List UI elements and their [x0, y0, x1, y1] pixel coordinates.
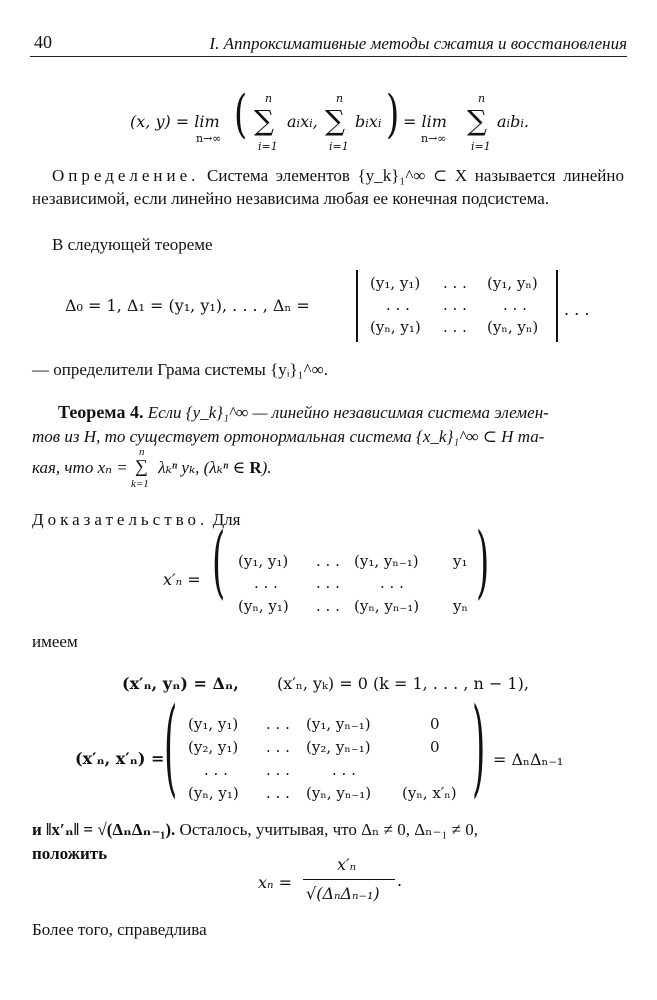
- sum2-bottom: i=1: [329, 140, 349, 153]
- xprime-cell: yₙ: [453, 597, 468, 615]
- theorem-line2: тов из H, то существует ортонормальная система {x_k}₁^∞ ⊂ H та-: [32, 427, 545, 446]
- sum3-term: aibi.: [497, 112, 529, 131]
- xprime-close-paren: ): [476, 517, 490, 609]
- final-den: √(ΔₙΔₙ₋₁): [306, 884, 380, 903]
- norm-cell: (y₁, y₁): [188, 715, 239, 733]
- xprime-cell: . . .: [380, 574, 404, 592]
- norm-cell: (y₂, y₁): [188, 738, 239, 756]
- closing: Более того, справедлива: [32, 920, 207, 939]
- theorem-sum-bottom: k=1: [130, 478, 149, 491]
- sum2-term-b: b: [355, 112, 366, 131]
- proof-label: Доказательство.: [32, 510, 209, 529]
- gram-cell: . . .: [443, 296, 467, 314]
- proof-text: Для: [212, 510, 241, 529]
- sum3-bottom: i=1: [471, 140, 491, 153]
- gram-lhs: Δ₀ = 1, Δ₁ = (y₁, y₁), . . . , Δₙ =: [65, 296, 310, 315]
- gram-cell: (y₁, yₙ): [487, 274, 538, 292]
- norm-cell: . . .: [204, 761, 228, 779]
- gram-cell: (y₁, y₁): [370, 274, 421, 292]
- conclusion-line1-a: и ‖x′ₙ‖ = √(ΔₙΔₙ₋₁).: [32, 820, 176, 839]
- sum1-symbol: ∑: [254, 104, 274, 137]
- theorem-sum-symbol: ∑: [134, 456, 148, 477]
- xprime-cell: . . .: [316, 597, 340, 615]
- norm-cell: 0: [430, 738, 440, 756]
- norm-cell: (y₂, yₙ₋₁): [306, 738, 371, 756]
- sum2-top: n: [336, 92, 344, 105]
- norm-cell: . . .: [266, 738, 290, 756]
- xprime-cell: (y₁, y₁): [238, 552, 289, 570]
- xprime-cell: . . .: [316, 574, 340, 592]
- final-fraction-line: [303, 879, 395, 880]
- sum3-symbol: ∑: [467, 104, 487, 137]
- proof-line: [32, 510, 240, 530]
- sum1-term-x: x: [300, 112, 310, 131]
- definition-paragraph: [32, 164, 624, 210]
- theorem-line1-text: Если {y_k}₁^∞ — линейно независимая система элемен-: [147, 403, 549, 422]
- running-title: I. Аппроксимативные методы сжатия и восстановления: [209, 34, 627, 53]
- final-lhs: xₙ =: [258, 873, 292, 892]
- norm-cell: . . .: [266, 784, 290, 802]
- final-num: x′ₙ: [337, 855, 357, 874]
- xprime-open-paren: (: [212, 517, 226, 609]
- conclusion-line2: положить: [32, 844, 108, 863]
- inner-product-a: (x′ₙ, yₙ) = Δₙ,: [122, 674, 239, 693]
- norm-cell: . . .: [332, 761, 356, 779]
- sum3-term-b: b: [510, 112, 521, 131]
- definition-label: Определение.: [52, 166, 200, 185]
- gram-cell: (yₙ, yₙ): [487, 318, 539, 336]
- theorem-label: Теорема 4.: [58, 402, 144, 422]
- formula-limit: [0, 0, 657, 160]
- sum3-term-a: a: [497, 112, 507, 131]
- gram-cell: . . .: [443, 274, 467, 292]
- sum2-symbol: ∑: [325, 104, 345, 137]
- sum1-term-a: a: [287, 112, 297, 131]
- gram-note: — определители Грама системы {yᵢ}₁^∞.: [32, 360, 328, 379]
- definition-text: Система элементов {y_k}₁^∞ ⊂ X называется линейно независимой, если линейно независима любая ее конечная подсистема.: [32, 166, 624, 208]
- formula-limit-mid: = lim: [403, 112, 447, 131]
- norm-cell: (y₁, yₙ₋₁): [306, 715, 371, 733]
- xprime-cell: (y₁, yₙ₋₁): [354, 552, 419, 570]
- page-number: 40: [34, 32, 52, 52]
- sum2-term-x: x: [368, 112, 378, 131]
- norm-close-paren: ): [472, 687, 486, 811]
- gram-right-bar: [556, 270, 558, 342]
- theorem-line3-b: λₖⁿ yₖ, (λₖⁿ ∈: [158, 458, 250, 477]
- gram-tail: . . .: [564, 300, 590, 319]
- inner-product-b: (x′ₙ, yₖ) = 0 (k = 1, . . . , n − 1),: [277, 674, 529, 693]
- norm-cell: 0: [430, 715, 440, 733]
- gram-cell: . . .: [443, 318, 467, 336]
- sum1-term-a-idx: i: [296, 117, 301, 130]
- theorem-line3-a: кая, что xₙ =: [32, 458, 128, 477]
- norm-cell: (yₙ, yₙ₋₁): [306, 784, 372, 802]
- formula-limit-sub2: n→∞: [421, 132, 447, 145]
- xprime-cell: (yₙ, y₁): [238, 597, 289, 615]
- norm-cell: (yₙ, x′ₙ): [402, 784, 457, 802]
- norm-cell: (yₙ, y₁): [188, 784, 239, 802]
- gram-cell: . . .: [503, 296, 527, 314]
- formula-limit-open-paren: (: [234, 85, 248, 145]
- norm-open-paren: (: [164, 687, 178, 811]
- xprime-cell: . . .: [254, 574, 278, 592]
- gram-cell: . . .: [386, 296, 410, 314]
- sum3-end: .: [523, 112, 529, 131]
- gram-left-bar: [356, 270, 358, 342]
- theorem-sum-top: n: [138, 446, 145, 459]
- theorem-reals: R: [249, 458, 262, 477]
- next-theorem-intro: В следующей теореме: [52, 235, 213, 254]
- xprime-cell: . . .: [316, 552, 340, 570]
- norm-rhs: = ΔₙΔₙ₋₁: [493, 750, 564, 769]
- sum3-top: n: [478, 92, 486, 105]
- theorem-line3: [32, 446, 272, 491]
- formula-limit-sub: n→∞: [196, 132, 222, 145]
- formula-limit-close-paren: ): [386, 85, 400, 145]
- theorem-line3-c: ).: [261, 458, 272, 477]
- norm-lhs: (x′ₙ, x′ₙ) =: [75, 749, 165, 768]
- norm-cell: . . .: [266, 715, 290, 733]
- sum1-top: n: [265, 92, 273, 105]
- conclusion-line1: [32, 820, 624, 840]
- xprime-cell: y₁: [453, 552, 468, 570]
- xprime-lhs: x′ₙ =: [163, 570, 201, 589]
- formula-limit-lhs: (x, y) = lim: [130, 112, 220, 131]
- final-end: .: [397, 871, 403, 890]
- sum1-term: aixi,: [287, 112, 318, 131]
- sum1-bottom: i=1: [258, 140, 278, 153]
- conclusion-line1-b: Осталось, учитывая, что Δₙ ≠ 0, Δₙ₋₁ ≠ 0,: [179, 820, 478, 839]
- gram-cell: (yₙ, y₁): [370, 318, 421, 336]
- norm-cell: . . .: [266, 761, 290, 779]
- xprime-cell: (yₙ, yₙ₋₁): [354, 597, 420, 615]
- theorem-line1: [58, 402, 549, 423]
- sum2-term: bixi: [355, 112, 382, 131]
- imeem: имеем: [32, 632, 78, 651]
